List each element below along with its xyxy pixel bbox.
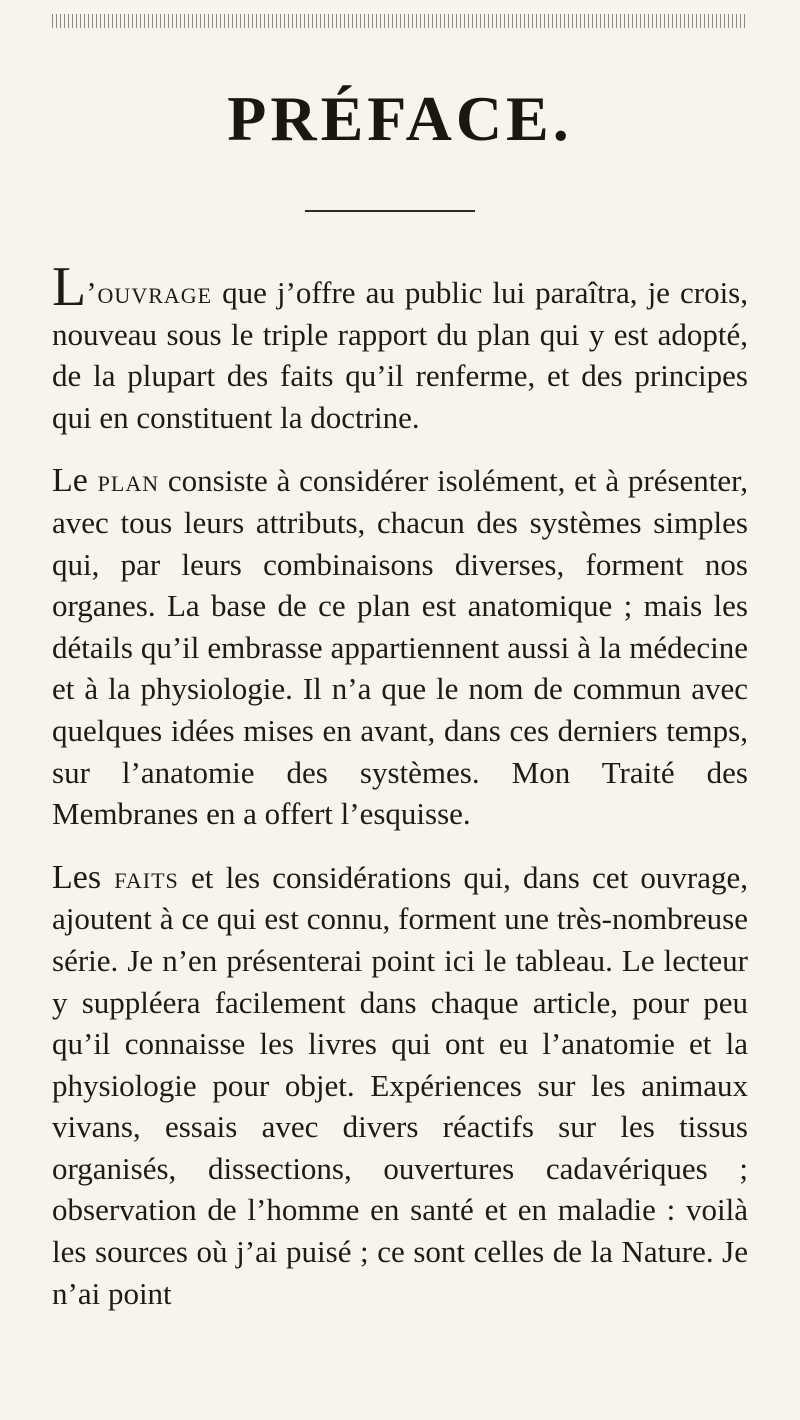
paragraph-text: et les considérations qui, dans cet ouvrage, ajoutent à ce qui est connu, forment une très-nombreuse série. Je n’en présenterai point ici le tableau. Le lecteur y suppléera facilement dans chaque article, pour peu qu’il connaisse les livres qui ont eu l’anatomie et la physiologie pour objet. Expériences sur les animaux vivans, essais avec divers réactifs sur les tissus organisés, dissections, ouvertures cadavériques ; observation de l’homme en santé et en maladie : voilà les sources où j’ai puisé ; ce sont celles de la Nature. Je n’ai point bbox=[52, 859, 748, 1311]
page-title: PRÉFACE. bbox=[227, 83, 573, 154]
paragraph-text: consiste à considérer isolément, et à présenter, avec tous leurs attributs, chacun des systèmes simples qui, par leurs combinaisons diverses, forment nos organes. La base de ce plan est anatomique ; mais les détails qu’il embrasse appartiennent aussi à la médecine et à la physiologie. Il n’a que le nom de commun avec quelques idées mises en avant, dans ces derniers temps, sur l’anatomie des systèmes. Mon Traité des Membranes en a offert l’esquisse. bbox=[52, 463, 749, 832]
paragraph-1 bbox=[52, 256, 748, 438]
title-divider bbox=[305, 210, 475, 212]
paragraph-initial: L bbox=[52, 256, 87, 318]
paragraph-text: que j’offre au public lui paraîtra, je crois, nouveau sous le triple rapport du plan qui y est adopté, de la plupart des faits qu’il renferme, et des principes qui en constituent la doctrine. bbox=[52, 275, 748, 435]
ornamental-top-rule bbox=[52, 14, 748, 28]
paragraph-lead-initial: Le bbox=[52, 462, 88, 500]
paragraph-lead: faits bbox=[101, 859, 179, 895]
preface-body bbox=[52, 256, 749, 1336]
paragraph-lead: plan bbox=[87, 463, 160, 499]
paragraph-lead-initial: Les bbox=[52, 858, 102, 896]
paragraph-2 bbox=[52, 460, 748, 834]
paragraph-lead: ’ouvrage bbox=[86, 275, 213, 310]
paragraph-3 bbox=[52, 857, 748, 1315]
